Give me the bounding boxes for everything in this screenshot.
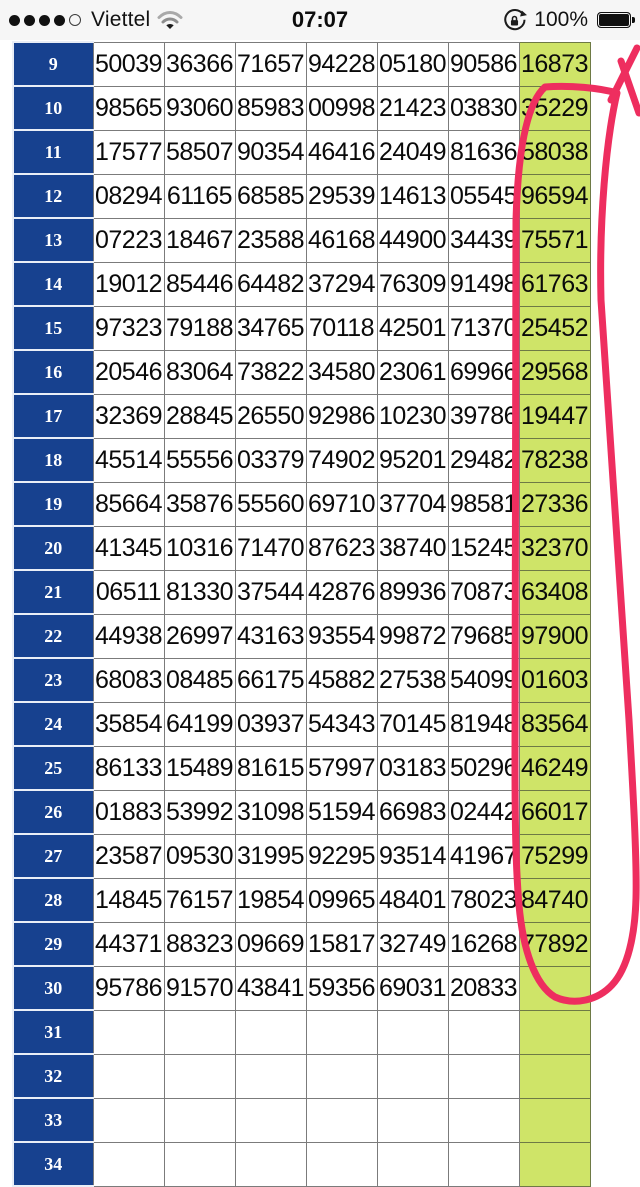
- highlighted-result-cell: 19447: [519, 394, 590, 438]
- number-cell: 24049: [377, 130, 448, 174]
- number-cell: 09965: [306, 878, 377, 922]
- highlighted-result-cell: 78238: [519, 438, 590, 482]
- table-row: [13, 966, 590, 1010]
- number-cell: 81636: [448, 130, 519, 174]
- number-cell: 53992: [164, 790, 235, 834]
- number-cell: 10316: [164, 526, 235, 570]
- number-cell: [164, 1010, 235, 1054]
- highlighted-result-cell: 66017: [519, 790, 590, 834]
- number-cell: 15489: [164, 746, 235, 790]
- number-cell: 38740: [377, 526, 448, 570]
- highlighted-result-cell: [519, 1010, 590, 1054]
- highlighted-result-cell: [519, 1098, 590, 1142]
- number-cell: 85446: [164, 262, 235, 306]
- number-cell: 81330: [164, 570, 235, 614]
- number-cell: 59356: [306, 966, 377, 1010]
- row-number-cell: 9: [13, 42, 93, 86]
- number-cell: 31098: [235, 790, 306, 834]
- number-cell: 14845: [93, 878, 164, 922]
- number-cell: 99872: [377, 614, 448, 658]
- row-number-cell: 11: [13, 130, 93, 174]
- number-cell: [235, 1098, 306, 1142]
- number-cell: 92295: [306, 834, 377, 878]
- number-cell: 87623: [306, 526, 377, 570]
- number-cell: 34765: [235, 306, 306, 350]
- orientation-lock-icon: [502, 8, 527, 33]
- number-cell: 91570: [164, 966, 235, 1010]
- number-cell: 54099: [448, 658, 519, 702]
- number-cell: 69031: [377, 966, 448, 1010]
- number-cell: 85664: [93, 482, 164, 526]
- number-cell: 79188: [164, 306, 235, 350]
- number-cell: 45882: [306, 658, 377, 702]
- number-cell: 50039: [93, 42, 164, 86]
- table-row: [13, 526, 590, 570]
- row-number-cell: 25: [13, 746, 93, 790]
- table-row: [13, 746, 590, 790]
- number-cell: [448, 1010, 519, 1054]
- number-cell: 42501: [377, 306, 448, 350]
- row-number-cell: 10: [13, 86, 93, 130]
- number-cell: 37544: [235, 570, 306, 614]
- number-cell: [164, 1098, 235, 1142]
- number-cell: [93, 1054, 164, 1098]
- number-cell: 89936: [377, 570, 448, 614]
- signal-dot: [39, 15, 50, 26]
- row-number-cell: 17: [13, 394, 93, 438]
- number-cell: [448, 1054, 519, 1098]
- number-cell: 44371: [93, 922, 164, 966]
- row-number-cell: 26: [13, 790, 93, 834]
- number-cell: [306, 1142, 377, 1186]
- number-cell: 43163: [235, 614, 306, 658]
- number-cell: 95201: [377, 438, 448, 482]
- number-cell: 09669: [235, 922, 306, 966]
- highlighted-result-cell: [519, 1054, 590, 1098]
- table-row: [13, 1010, 590, 1054]
- number-cell: 69966: [448, 350, 519, 394]
- results-table-wrap: [12, 41, 640, 1187]
- table-row: [13, 262, 590, 306]
- carrier-label: Viettel: [91, 8, 151, 31]
- signal-dot: [69, 14, 81, 26]
- number-cell: [377, 1010, 448, 1054]
- number-cell: 27538: [377, 658, 448, 702]
- table-row: [13, 1054, 590, 1098]
- table-row: [13, 570, 590, 614]
- table-row: [13, 614, 590, 658]
- row-number-cell: 30: [13, 966, 93, 1010]
- number-cell: 03937: [235, 702, 306, 746]
- table-body: [13, 42, 590, 1186]
- number-cell: 08294: [93, 174, 164, 218]
- row-number-cell: 29: [13, 922, 93, 966]
- highlighted-result-cell: 84740: [519, 878, 590, 922]
- number-cell: 46168: [306, 218, 377, 262]
- number-cell: [235, 1010, 306, 1054]
- table-row: [13, 790, 590, 834]
- number-cell: [377, 1054, 448, 1098]
- highlighted-result-cell: 32370: [519, 526, 590, 570]
- number-cell: 90354: [235, 130, 306, 174]
- table-row: [13, 394, 590, 438]
- number-cell: [235, 1142, 306, 1186]
- number-cell: 21423: [377, 86, 448, 130]
- highlighted-result-cell: 75299: [519, 834, 590, 878]
- table-row: [13, 922, 590, 966]
- number-cell: 95786: [93, 966, 164, 1010]
- table-row: [13, 42, 590, 86]
- row-number-cell: 13: [13, 218, 93, 262]
- number-cell: 26997: [164, 614, 235, 658]
- row-number-cell: 23: [13, 658, 93, 702]
- number-cell: [93, 1142, 164, 1186]
- number-cell: 02442: [448, 790, 519, 834]
- highlighted-result-cell: 61763: [519, 262, 590, 306]
- status-bar: [0, 0, 640, 40]
- number-cell: 28845: [164, 394, 235, 438]
- number-cell: 10230: [377, 394, 448, 438]
- number-cell: 68083: [93, 658, 164, 702]
- row-number-cell: 16: [13, 350, 93, 394]
- number-cell: [306, 1098, 377, 1142]
- table-row: [13, 86, 590, 130]
- number-cell: 45514: [93, 438, 164, 482]
- number-cell: 66983: [377, 790, 448, 834]
- number-cell: 23588: [235, 218, 306, 262]
- number-cell: 29482: [448, 438, 519, 482]
- number-cell: [377, 1098, 448, 1142]
- row-number-cell: 14: [13, 262, 93, 306]
- highlighted-result-cell: 97900: [519, 614, 590, 658]
- row-number-cell: 22: [13, 614, 93, 658]
- number-cell: 71470: [235, 526, 306, 570]
- table-row: [13, 878, 590, 922]
- number-cell: 09530: [164, 834, 235, 878]
- number-cell: 06511: [93, 570, 164, 614]
- highlighted-result-cell: 83564: [519, 702, 590, 746]
- highlighted-result-cell: 46249: [519, 746, 590, 790]
- number-cell: 55556: [164, 438, 235, 482]
- number-cell: 14613: [377, 174, 448, 218]
- status-left: [9, 8, 183, 32]
- number-cell: [377, 1142, 448, 1186]
- highlighted-result-cell: 75571: [519, 218, 590, 262]
- number-cell: 70118: [306, 306, 377, 350]
- highlighted-result-cell: 96594: [519, 174, 590, 218]
- signal-dot: [9, 15, 20, 26]
- number-cell: 50296: [448, 746, 519, 790]
- number-cell: 70145: [377, 702, 448, 746]
- results-table: [12, 41, 591, 1187]
- number-cell: [93, 1010, 164, 1054]
- battery-icon: [597, 12, 631, 28]
- number-cell: [448, 1098, 519, 1142]
- number-cell: 79685: [448, 614, 519, 658]
- number-cell: 44938: [93, 614, 164, 658]
- row-number-cell: 28: [13, 878, 93, 922]
- row-number-cell: 12: [13, 174, 93, 218]
- number-cell: 46416: [306, 130, 377, 174]
- number-cell: 01883: [93, 790, 164, 834]
- number-cell: 08485: [164, 658, 235, 702]
- row-number-cell: 18: [13, 438, 93, 482]
- number-cell: 64199: [164, 702, 235, 746]
- number-cell: 58507: [164, 130, 235, 174]
- cellular-signal-icon: [9, 14, 81, 26]
- highlighted-result-cell: [519, 1142, 590, 1186]
- number-cell: 05545: [448, 174, 519, 218]
- status-right: [502, 8, 631, 33]
- number-cell: 42876: [306, 570, 377, 614]
- wifi-icon: [157, 10, 183, 30]
- number-cell: 18467: [164, 218, 235, 262]
- number-cell: 34580: [306, 350, 377, 394]
- row-number-cell: 31: [13, 1010, 93, 1054]
- number-cell: [306, 1054, 377, 1098]
- row-number-cell: 24: [13, 702, 93, 746]
- number-cell: 76309: [377, 262, 448, 306]
- battery-percent-label: 100%: [534, 8, 588, 31]
- number-cell: 34439: [448, 218, 519, 262]
- number-cell: 00998: [306, 86, 377, 130]
- number-cell: 19854: [235, 878, 306, 922]
- number-cell: 71370: [448, 306, 519, 350]
- row-number-cell: 27: [13, 834, 93, 878]
- number-cell: 76157: [164, 878, 235, 922]
- number-cell: 85983: [235, 86, 306, 130]
- number-cell: 55560: [235, 482, 306, 526]
- highlighted-result-cell: 01603: [519, 658, 590, 702]
- number-cell: 54343: [306, 702, 377, 746]
- number-cell: 20546: [93, 350, 164, 394]
- number-cell: 03379: [235, 438, 306, 482]
- number-cell: 51594: [306, 790, 377, 834]
- table-row: [13, 1142, 590, 1186]
- number-cell: 19012: [93, 262, 164, 306]
- number-cell: 81948: [448, 702, 519, 746]
- number-cell: 94228: [306, 42, 377, 86]
- number-cell: 32369: [93, 394, 164, 438]
- table-row: [13, 658, 590, 702]
- highlighted-result-cell: 16873: [519, 42, 590, 86]
- number-cell: 15817: [306, 922, 377, 966]
- highlighted-result-cell: 63408: [519, 570, 590, 614]
- number-cell: [164, 1142, 235, 1186]
- number-cell: 03830: [448, 86, 519, 130]
- number-cell: 64482: [235, 262, 306, 306]
- number-cell: 83064: [164, 350, 235, 394]
- number-cell: 97323: [93, 306, 164, 350]
- row-number-cell: 20: [13, 526, 93, 570]
- number-cell: 31995: [235, 834, 306, 878]
- number-cell: [306, 1010, 377, 1054]
- highlighted-result-cell: 27336: [519, 482, 590, 526]
- number-cell: 39786: [448, 394, 519, 438]
- highlighted-result-cell: 77892: [519, 922, 590, 966]
- number-cell: 61165: [164, 174, 235, 218]
- number-cell: 66175: [235, 658, 306, 702]
- number-cell: 35876: [164, 482, 235, 526]
- number-cell: 32749: [377, 922, 448, 966]
- number-cell: 35854: [93, 702, 164, 746]
- number-cell: 71657: [235, 42, 306, 86]
- number-cell: [164, 1054, 235, 1098]
- number-cell: 16268: [448, 922, 519, 966]
- table-row: [13, 702, 590, 746]
- number-cell: 26550: [235, 394, 306, 438]
- row-number-cell: 15: [13, 306, 93, 350]
- number-cell: 03183: [377, 746, 448, 790]
- number-cell: 69710: [306, 482, 377, 526]
- number-cell: 37704: [377, 482, 448, 526]
- table-row: [13, 1098, 590, 1142]
- number-cell: 86133: [93, 746, 164, 790]
- number-cell: [235, 1054, 306, 1098]
- number-cell: 37294: [306, 262, 377, 306]
- table-row: [13, 438, 590, 482]
- number-cell: 93060: [164, 86, 235, 130]
- number-cell: 92986: [306, 394, 377, 438]
- signal-dot: [54, 15, 65, 26]
- number-cell: 74902: [306, 438, 377, 482]
- number-cell: 36366: [164, 42, 235, 86]
- number-cell: 29539: [306, 174, 377, 218]
- signal-dot: [24, 15, 35, 26]
- number-cell: 91498: [448, 262, 519, 306]
- number-cell: 43841: [235, 966, 306, 1010]
- highlighted-result-cell: [519, 966, 590, 1010]
- number-cell: 93554: [306, 614, 377, 658]
- number-cell: 48401: [377, 878, 448, 922]
- number-cell: 23587: [93, 834, 164, 878]
- table-row: [13, 482, 590, 526]
- number-cell: [93, 1098, 164, 1142]
- table-row: [13, 174, 590, 218]
- row-number-cell: 19: [13, 482, 93, 526]
- highlighted-result-cell: 35229: [519, 86, 590, 130]
- number-cell: 05180: [377, 42, 448, 86]
- row-number-cell: 21: [13, 570, 93, 614]
- number-cell: 98565: [93, 86, 164, 130]
- number-cell: 73822: [235, 350, 306, 394]
- highlighted-result-cell: 58038: [519, 130, 590, 174]
- highlighted-result-cell: 29568: [519, 350, 590, 394]
- number-cell: 17577: [93, 130, 164, 174]
- table-row: [13, 306, 590, 350]
- number-cell: 78023: [448, 878, 519, 922]
- number-cell: 23061: [377, 350, 448, 394]
- number-cell: 93514: [377, 834, 448, 878]
- number-cell: 98581: [448, 482, 519, 526]
- number-cell: [448, 1142, 519, 1186]
- number-cell: 41345: [93, 526, 164, 570]
- number-cell: 90586: [448, 42, 519, 86]
- row-number-cell: 33: [13, 1098, 93, 1142]
- number-cell: 20833: [448, 966, 519, 1010]
- number-cell: 57997: [306, 746, 377, 790]
- number-cell: 81615: [235, 746, 306, 790]
- row-number-cell: 32: [13, 1054, 93, 1098]
- number-cell: 15245: [448, 526, 519, 570]
- number-cell: 88323: [164, 922, 235, 966]
- highlighted-result-cell: 25452: [519, 306, 590, 350]
- number-cell: 07223: [93, 218, 164, 262]
- number-cell: 41967: [448, 834, 519, 878]
- table-row: [13, 218, 590, 262]
- table-row: [13, 130, 590, 174]
- number-cell: 44900: [377, 218, 448, 262]
- clock-label: 07:07: [291, 7, 349, 32]
- table-row: [13, 350, 590, 394]
- row-number-cell: 34: [13, 1142, 93, 1186]
- number-cell: 70873: [448, 570, 519, 614]
- number-cell: 68585: [235, 174, 306, 218]
- table-row: [13, 834, 590, 878]
